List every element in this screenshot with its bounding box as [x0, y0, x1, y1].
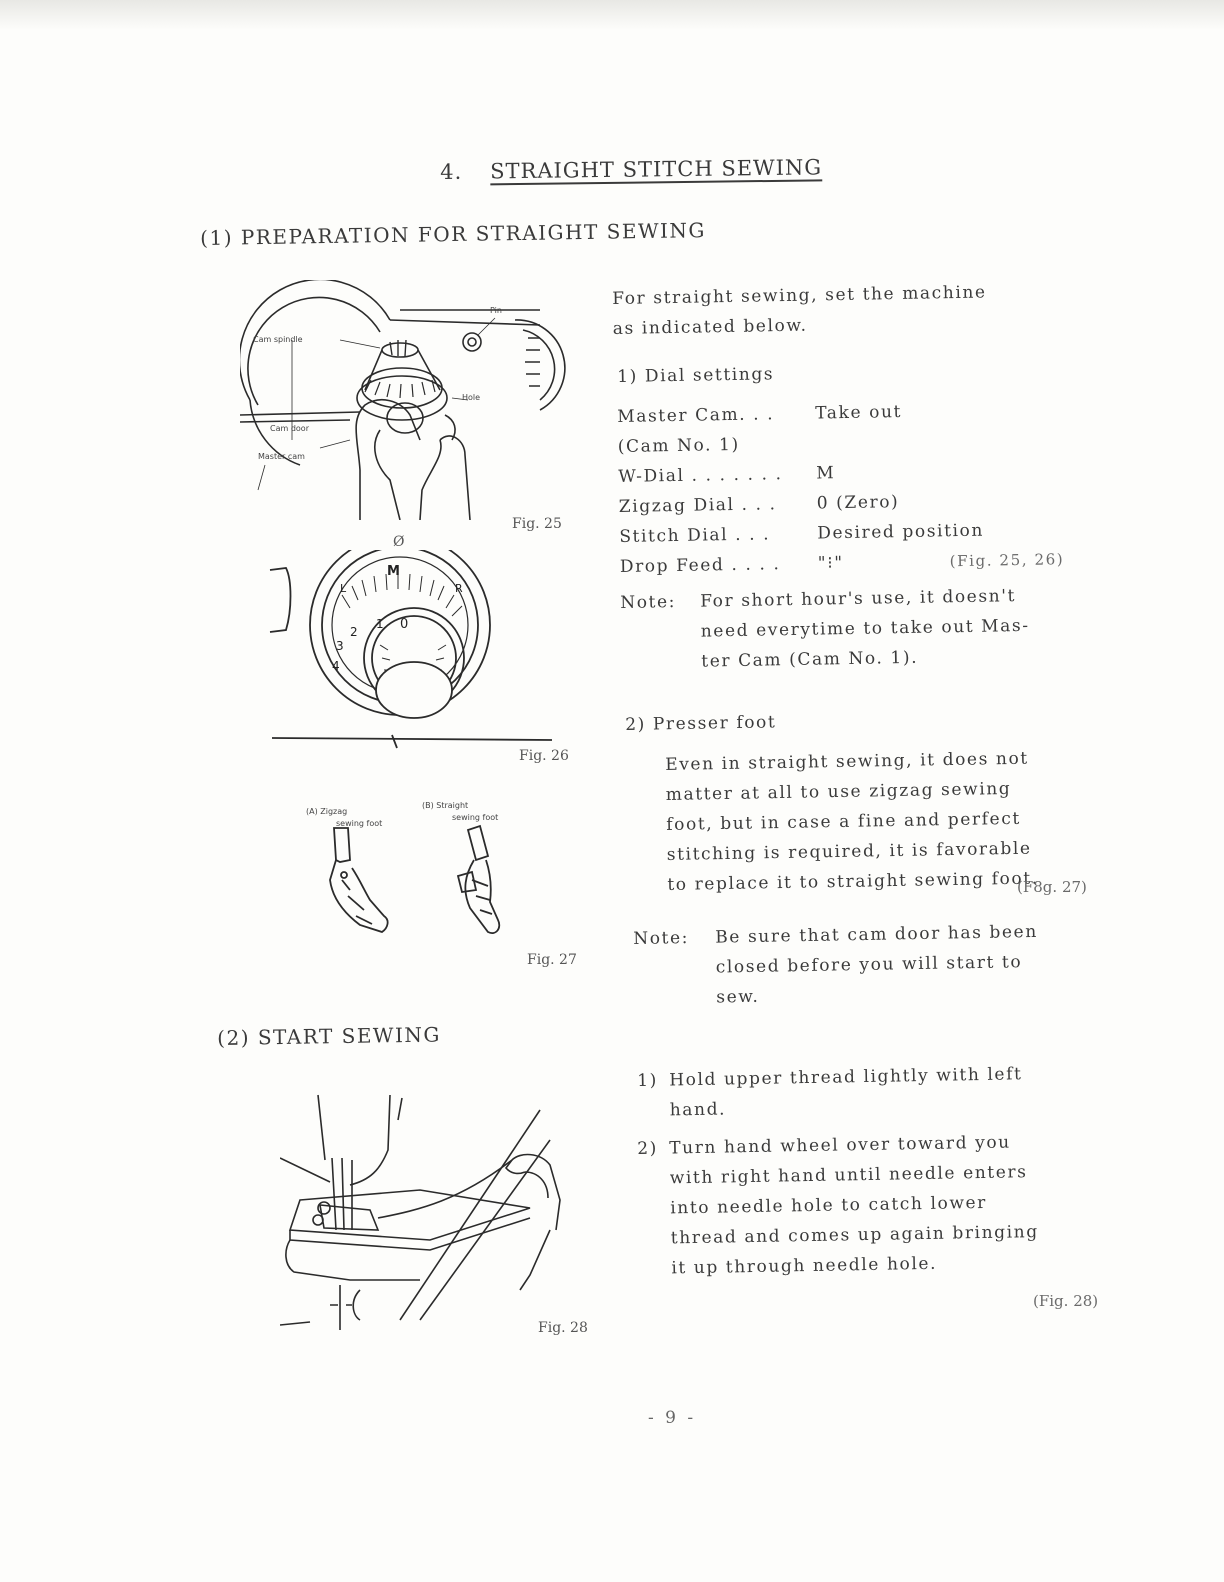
note-cam [620, 579, 1111, 678]
dial-number-1: 1 [376, 617, 384, 631]
setting-label: Stitch Dial . . . [619, 524, 771, 547]
fig27-caption: Fig. 27 [527, 952, 577, 968]
setting-value: Take out [815, 402, 903, 424]
note-cam-door [633, 916, 1114, 1014]
step-2-line-3: into needle hole to catch lower [670, 1192, 988, 1219]
step-2-line-1: Turn hand wheel over toward you [669, 1132, 1011, 1159]
setting-label: Master Cam. . . [617, 404, 775, 427]
presser-foot-heading: 2) Presser foot [625, 712, 777, 735]
intro-line-1: For straight sewing, set the machine [612, 282, 987, 309]
label-master-cam: Master cam [258, 452, 305, 461]
start-step-1 [637, 1058, 1118, 1126]
step-1-line-2: hand. [669, 1099, 727, 1121]
fig25-illustration [240, 280, 585, 520]
note-cam-door-line-2: closed before you will start to [715, 952, 1023, 978]
preparation-heading: (1) PREPARATION FOR STRAIGHT SEWING [200, 218, 707, 250]
dial-settings-heading: 1) Dial settings [617, 364, 775, 387]
dial-number-2: 2 [350, 625, 358, 639]
step-2-line-4: thread and comes up again bringing [670, 1222, 1039, 1249]
page-number: - 9 - [648, 1408, 697, 1428]
setting-value: 0 (Zero) [816, 492, 900, 514]
intro-line-2: as indicated below. [612, 315, 808, 339]
dial-letter-l: L [340, 582, 347, 595]
setting-label: Zigzag Dial . . . [618, 494, 777, 517]
dial-number-3: 3 [336, 639, 344, 653]
presser-foot-paragraph [665, 742, 1118, 900]
note-cam-door-line-3: sew. [716, 986, 760, 1008]
start-sewing-heading: (2) START SEWING [217, 1022, 442, 1050]
scan-edge-shadow [0, 0, 1224, 30]
presser-foot-fig-ref: (F8g. 27) [1017, 878, 1087, 896]
step-2-line-5: it up through needle hole. [671, 1253, 938, 1279]
label-straight-foot-line1: (B) Straight [422, 801, 469, 810]
label-pin: Pin [490, 306, 502, 315]
label-zigzag-foot-line1: (A) Zigzag [306, 807, 348, 816]
section-number: 4. [440, 159, 463, 184]
fig28-caption: Fig. 28 [538, 1320, 588, 1336]
presser-foot-line: matter at all to use zigzag sewing [665, 778, 1012, 805]
setting-value: M [816, 463, 836, 484]
note-cam-door-label: Note: [633, 928, 690, 949]
note-cam-line-1: For short hour's use, it doesn't [700, 586, 1017, 612]
step-1-number: 1) [637, 1070, 659, 1091]
note-cam-door-line-1: Be sure that cam door has been [715, 921, 1038, 948]
dial-number-4: 4 [332, 659, 340, 673]
dial-settings-fig-ref: (Fig. 25, 26) [949, 550, 1065, 571]
presser-foot-line: to replace it to straight sewing foot. [667, 868, 1039, 895]
presser-foot-line: foot, but in case a fine and perfect [666, 808, 1021, 835]
dial-letter-r: R [455, 582, 463, 595]
presser-foot-line: Even in straight sewing, it does not [665, 748, 1029, 775]
dial-settings-list [617, 394, 1100, 582]
label-zigzag-foot-line2: sewing foot [336, 819, 383, 828]
intro-paragraph [612, 276, 1093, 344]
setting-label: Drop Feed . . . . [619, 554, 781, 577]
start-step-2 [637, 1126, 1120, 1284]
dial-letter-m: M [387, 564, 400, 579]
label-hole: Hole [462, 393, 481, 402]
section-title [440, 155, 822, 184]
fig27-presser-feet [320, 820, 530, 950]
fig28-illustration [280, 1090, 590, 1335]
label-cam-spindle: Cam spindle [253, 335, 303, 344]
dial-number-0: 0 [400, 617, 409, 632]
section-title-text: STRAIGHT STITCH SEWING [490, 155, 823, 184]
step-2-line-2: with right hand until needle enters [669, 1162, 1028, 1189]
setting-value: Desired position [817, 520, 985, 544]
label-cam-door: Cam door [270, 424, 309, 433]
note-cam-line-3: ter Cam (Cam No. 1). [701, 647, 919, 672]
fig25-caption: Fig. 25 [512, 516, 562, 532]
note-cam-line-2: need everytime to take out Mas- [700, 615, 1030, 642]
note-cam-label: Note: [620, 592, 677, 613]
fig26-dial-illustration [262, 550, 562, 750]
presser-foot-line: stitching is required, it is favorable [666, 838, 1032, 865]
setting-label: W-Dial . . . . . . . [618, 464, 783, 487]
label-straight-foot-line2: sewing foot [452, 813, 499, 822]
start-sewing-fig-ref: (Fig. 28) [1033, 1292, 1099, 1310]
step-1-line-1: Hold upper thread lightly with left [669, 1064, 1023, 1091]
fig26-top-mark: Ø [393, 534, 405, 550]
step-2-number: 2) [637, 1138, 659, 1159]
setting-label: (Cam No. 1) [617, 434, 740, 457]
setting-value: "⁝" [817, 553, 844, 574]
fig26-caption: Fig. 26 [519, 748, 569, 764]
